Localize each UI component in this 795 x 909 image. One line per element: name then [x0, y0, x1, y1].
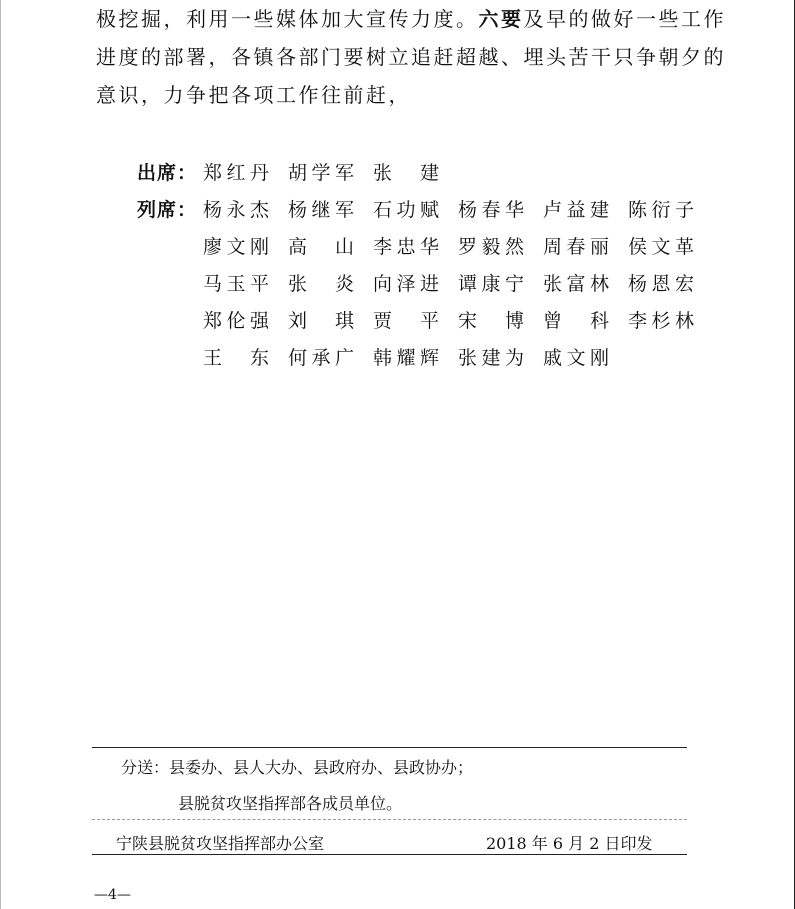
- footer-rule-middle: [92, 819, 687, 820]
- observer-name: 向泽进: [373, 273, 439, 295]
- observer-name: 郑伦强: [203, 310, 269, 332]
- present-row: [137, 154, 717, 191]
- page-edge-left: [0, 0, 1, 909]
- present-label: 出席：: [137, 162, 198, 184]
- observer-name: 贾 平: [373, 310, 439, 332]
- distribution-line-2: 县脱贫攻坚指挥部各成员单位。: [178, 794, 403, 813]
- observer-name: 侯文革: [628, 236, 694, 258]
- observer-name: 马玉平: [203, 273, 269, 295]
- observer-name: 李忠华: [373, 236, 439, 258]
- observer-name: 王 东: [203, 347, 269, 369]
- observer-name: 韩耀辉: [373, 347, 439, 369]
- footer-rule-top: [92, 747, 687, 748]
- observer-name: 杨永杰: [203, 199, 269, 221]
- present-name: 张 建: [373, 162, 439, 184]
- observer-name: 杨恩宏: [628, 273, 694, 295]
- observers-row: [137, 339, 717, 376]
- observers-label: 列席：: [137, 199, 198, 221]
- observer-name: 高 山: [288, 236, 354, 258]
- observers-row: [137, 191, 717, 228]
- observer-name: 谭康宁: [458, 273, 524, 295]
- observers-row: [137, 228, 717, 265]
- body-line-1-emphasis: 六要: [478, 7, 524, 31]
- issuing-office: 宁陕县脱贫攻坚指挥部办公室: [116, 834, 325, 853]
- distribution-line-1: 分送：县委办、县人大办、县政府办、县政协办；: [121, 758, 474, 777]
- page-number: —4—: [94, 887, 131, 903]
- observer-name: 周春丽: [543, 236, 609, 258]
- footer-rule-bottom: [92, 854, 687, 855]
- observer-name: 李杉林: [628, 310, 694, 332]
- observer-name: 卢益建: [543, 199, 609, 221]
- present-name: 郑红丹: [203, 162, 269, 184]
- present-name: 胡学军: [288, 162, 354, 184]
- observer-name: 刘 琪: [288, 310, 354, 332]
- observer-name: 张富林: [543, 273, 609, 295]
- observer-name: 廖文刚: [203, 236, 269, 258]
- observer-name: 张建为: [458, 347, 524, 369]
- print-date: 2018 年 6 月 2 日印发: [486, 834, 653, 853]
- body-line-1: [96, 0, 726, 38]
- body-line-1-end: 及早的做好一些工作: [523, 7, 726, 31]
- observer-name: 石功赋: [373, 199, 439, 221]
- observer-name: 杨春华: [458, 199, 524, 221]
- observer-name: 戚文刚: [543, 347, 609, 369]
- body-line-1-start: 极挖掘，利用一些媒体加大宣传力度。: [96, 7, 479, 31]
- body-paragraph: [96, 0, 726, 114]
- observer-name: 罗毅然: [458, 236, 524, 258]
- observer-name: 何承广: [288, 347, 354, 369]
- body-line-3: 意识，力争把各项工作往前赶，: [96, 83, 411, 107]
- attendance-roster: [137, 154, 717, 376]
- observers-row: [137, 265, 717, 302]
- observer-name: 曾 科: [543, 310, 609, 332]
- observer-name: 杨继军: [288, 199, 354, 221]
- observer-name: 宋 博: [458, 310, 524, 332]
- observer-name: 陈衍子: [628, 199, 694, 221]
- distribution-list: [121, 758, 474, 813]
- observer-name: 张 炎: [288, 273, 354, 295]
- observers-row: [137, 302, 717, 339]
- body-line-2: 进度的部署，各镇各部门要树立追赶超越、埋头苦干只争朝夕的: [96, 45, 726, 69]
